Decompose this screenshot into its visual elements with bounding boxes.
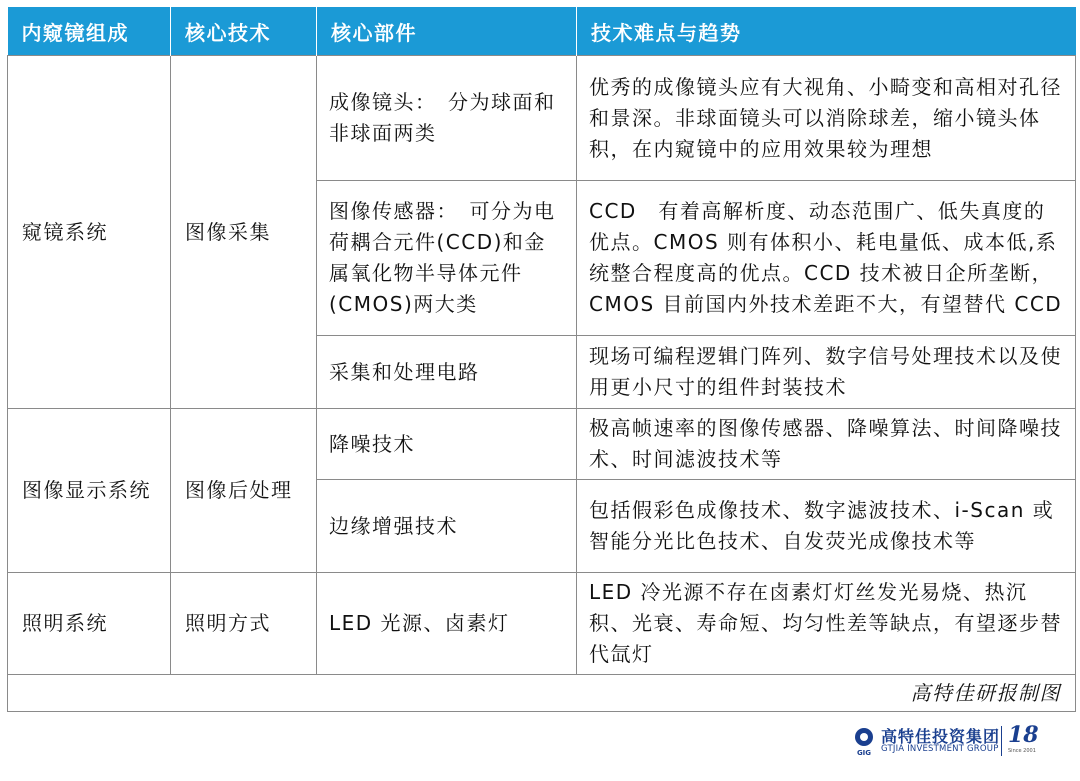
tech-cell: 照明方式	[171, 573, 317, 675]
system-cell: 图像显示系统	[8, 409, 171, 573]
trend-cell: CCD 有着高解析度、动态范围广、低失真度的优点。CMOS 则有体积小、耗电量低、成本低,系统整合程度高的优点。CCD 技术被日企所垄断，CMOS 目前国内外技术差距不大，有望替代 CCD	[577, 181, 1076, 336]
logo-divider	[1001, 726, 1002, 756]
logo-anniversary-sub: Since 2001	[1008, 748, 1036, 754]
header-core-parts: 核心部件	[317, 7, 577, 56]
tech-cell: 图像后处理	[171, 409, 317, 573]
part-cell: 成像镜头： 分为球面和非球面两类	[317, 56, 577, 181]
trend-cell: 优秀的成像镜头应有大视角、小畸变和高相对孔径和景深。非球面镜头可以消除球差，缩小镜头体积，在内窥镜中的应用效果较为理想	[577, 56, 1076, 181]
table-row	[8, 56, 1076, 181]
system-cell: 照明系统	[8, 573, 171, 675]
header-components: 内窥镜组成	[8, 7, 171, 56]
part-cell: 降噪技术	[317, 409, 577, 480]
table-container	[7, 7, 1075, 712]
tech-cell: 图像采集	[171, 56, 317, 409]
logo-name-en: GTJIA INVESTMENT GROUP	[881, 744, 999, 754]
company-logo	[851, 724, 1041, 760]
trend-cell: 现场可编程逻辑门阵列、数字信号处理技术以及使用更小尺寸的组件封装技术	[577, 336, 1076, 409]
part-cell: 图像传感器： 可分为电荷耦合元件(CCD)和金属氧化物半导体元件 (CMOS)两大类	[317, 181, 577, 336]
header-core-tech: 核心技术	[171, 7, 317, 56]
source-note: 高特佳研报制图	[8, 675, 1076, 712]
logo-anniversary: 18	[1008, 722, 1039, 748]
header-row	[8, 7, 1076, 56]
logo-mark-text: GIG	[856, 749, 872, 756]
part-cell: 边缘增强技术	[317, 480, 577, 573]
system-cell: 窥镜系统	[8, 56, 171, 409]
endoscope-table	[7, 7, 1076, 712]
source-row	[8, 675, 1076, 712]
table-row	[8, 409, 1076, 480]
trend-cell: 极高帧速率的图像传感器、降噪算法、时间降噪技术、时间滤波技术等	[577, 409, 1076, 480]
trend-cell: LED 冷光源不存在卤素灯灯丝发光易烧、热沉积、光衰、寿命短、均匀性差等缺点，有望逐步替代氙灯	[577, 573, 1076, 675]
trend-cell: 包括假彩色成像技术、数字滤波技术、i-Scan 或智能分光比色技术、自发荧光成像技术等	[577, 480, 1076, 573]
logo-name-cn: 高特佳投资集团	[881, 727, 1001, 746]
part-cell: LED 光源、卤素灯	[317, 573, 577, 675]
gig-logo-icon	[851, 726, 877, 756]
part-cell: 采集和处理电路	[317, 336, 577, 409]
table-row	[8, 573, 1076, 675]
header-trends: 技术难点与趋势	[577, 7, 1076, 56]
